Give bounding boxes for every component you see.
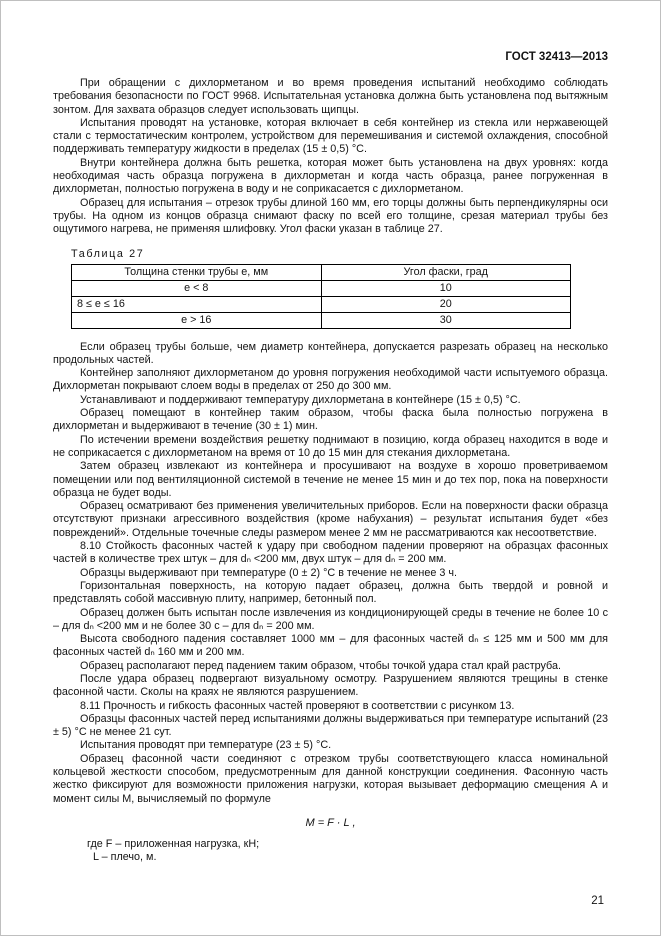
paragraph: Образец располагают перед падением таким образом, чтобы точкой удара стал край раструба. xyxy=(80,659,561,672)
chamfer-angle-table xyxy=(71,264,571,329)
paragraph: Образец помещают в контейнер таким образом, чтобы фаска была полностью погружена в дихлорметан и выдерживают в течение (30 ± 1) мин. xyxy=(53,407,608,433)
paragraph: Устанавливают и поддерживают температуру дихлорметана в контейнере (15 ± 0,5) °С. xyxy=(80,393,521,406)
paragraph: При обращении с дихлорметаном и во время проведения испытаний необходимо соблюдать требования безопасности по ГОСТ 9968. Испытательная установка должна быть установлена под вытяжным зонтом. Для захвата образцов следует использовать щипцы. xyxy=(53,77,608,116)
paragraph: Испытания проводят на установке, которая включает в себя контейнер из стекла или нержавеющей стали с термостатическим контролем, устройством для перемешивания и системой охлаждения, способной поддерживать температуру жидкости в пределах (15 ± 0,5) °С. xyxy=(53,116,608,156)
paragraph: Образец должен быть испытан после извлечения из кондиционирующей среды в течение не более 10 с – для dₙ <200 мм и не более 30 с – для dₙ = 200 мм. xyxy=(53,606,608,632)
table-body xyxy=(72,280,571,328)
paragraph: Контейнер заполняют дихлорметаном до уровня погружения необходимой части испытуемого образца. Дихлорметан покрывают слоем воды в пределах от 250 до 300 мм. xyxy=(53,367,608,393)
formula-definition-line: L – плечо, м. xyxy=(93,851,157,864)
table-row xyxy=(72,280,571,296)
table-row xyxy=(72,312,571,328)
paragraph: 8.10 Стойкость фасонных частей к удару при свободном падении проверяют на образцах фасонных частей в количестве трех штук – для dₙ <200 мм, двух штук – для dₙ = 200 мм. xyxy=(53,540,608,566)
formula-definitions xyxy=(53,838,608,865)
paragraph: Образцы фасонных частей перед испытаниями должны выдерживаться при температуре испытаний (23 ± 5) °С не менее 21 сут. xyxy=(53,712,608,739)
table-label: Таблица 27 xyxy=(71,247,145,260)
body-text-bottom xyxy=(53,341,608,806)
table-cell: 8 ≤ e ≤ 16 xyxy=(72,296,322,312)
paragraph: Затем образец извлекают из контейнера и просушивают на воздухе в хорошо проветриваемом помещении или под вентиляционной системой в течение не менее 15 мин и до тех пор, пока на поверхности образца не будет воды. xyxy=(53,460,608,499)
page-number: 21 xyxy=(591,895,604,907)
table-cell: e < 8 xyxy=(72,280,322,296)
table-header-cell: Угол фаски, град xyxy=(321,264,571,280)
table-header-cell: Толщина стенки трубы e, мм xyxy=(72,264,322,280)
table-row xyxy=(72,296,571,312)
table-header-row xyxy=(72,264,571,280)
paragraph: Высота свободного падения составляет 1000 мм – для фасонных частей dₙ ≤ 125 мм и 500 мм для фасонных частей dₙ 160 мм и 200 мм. xyxy=(53,633,608,659)
body-text-top xyxy=(53,77,608,237)
paragraph: Образец для испытания – отрезок трубы длиной 160 мм, его торцы должны быть перпендикулярны оси трубы. На одном из концов образца снимают фаску по всей его толщине, срезая материал трубы без ощутимого нагрева, не применяя шлифовку. Угол фаски указан в таблице 27. xyxy=(53,196,608,236)
paragraph: По истечении времени воздействия решетку поднимают в позицию, когда образец находится в воде и не соприкасается с дихлорметаном на время от 10 до 15 мин для стекания дихлорметана. xyxy=(53,433,608,459)
formula-moment: M = F · L , xyxy=(305,816,356,829)
paragraph: Внутри контейнера должна быть решетка, которая может быть установлена на двух уровнях: когда необходимая часть образца погружена в дихлорметан и когда часть образца, ранее погруженная в дихлорметан, полностью погружена в воду и не соприкасается с дихлорметаном. xyxy=(53,156,608,196)
paragraph: 8.11 Прочность и гибкость фасонных частей проверяют в соответствии с рисунком 13. xyxy=(80,699,515,712)
table-cell: 30 xyxy=(321,312,571,328)
table-cell: 10 xyxy=(321,280,571,296)
paragraph: Образец осматривают без применения увеличительных приборов. Если на поверхности фаски образца отсутствуют признаки агрессивного воздействия (кроме набухания) – результат испытания будет «без повреждений». Отдельные точечные следы размером менее 2 мм не рассматриваются как несоответствие. xyxy=(53,500,608,539)
doc-number-header: ГОСТ 32413—2013 xyxy=(505,51,608,63)
paragraph: Образец фасонной части соединяют с отрезком трубы соответствующего класса номинальной кольцевой жесткости способом, предусмотренным для данной конструкции соединения. Фасонную часть жестко фиксируют для возможности приложения нагрузки, которая вызывает деформацию смещения A и момент силы M, вычисляемый по формуле xyxy=(53,752,608,805)
paragraph: После удара образец подвергают визуальному осмотру. Разрушением являются трещины в стенке фасонной части. Сколы на краях не являются разрушением. xyxy=(53,672,608,699)
paragraph: Горизонтальная поверхность, на которую падает образец, должна быть твердой и ровной и представлять собой массивную плиту, например, бетонный пол. xyxy=(53,579,608,606)
table-cell: e > 16 xyxy=(72,312,322,328)
table-cell: 20 xyxy=(321,296,571,312)
formula-definition-line: где F – приложенная нагрузка, кН; xyxy=(87,837,260,850)
paragraph: Если образец трубы больше, чем диаметр контейнера, допускается разрезать образец на несколько продольных частей. xyxy=(53,340,608,366)
paragraph: Испытания проводят при температуре (23 ± 5) °С. xyxy=(80,739,332,752)
paragraph: Образцы выдерживают при температуре (0 ± 2) °С в течение не менее 3 ч. xyxy=(80,566,458,579)
